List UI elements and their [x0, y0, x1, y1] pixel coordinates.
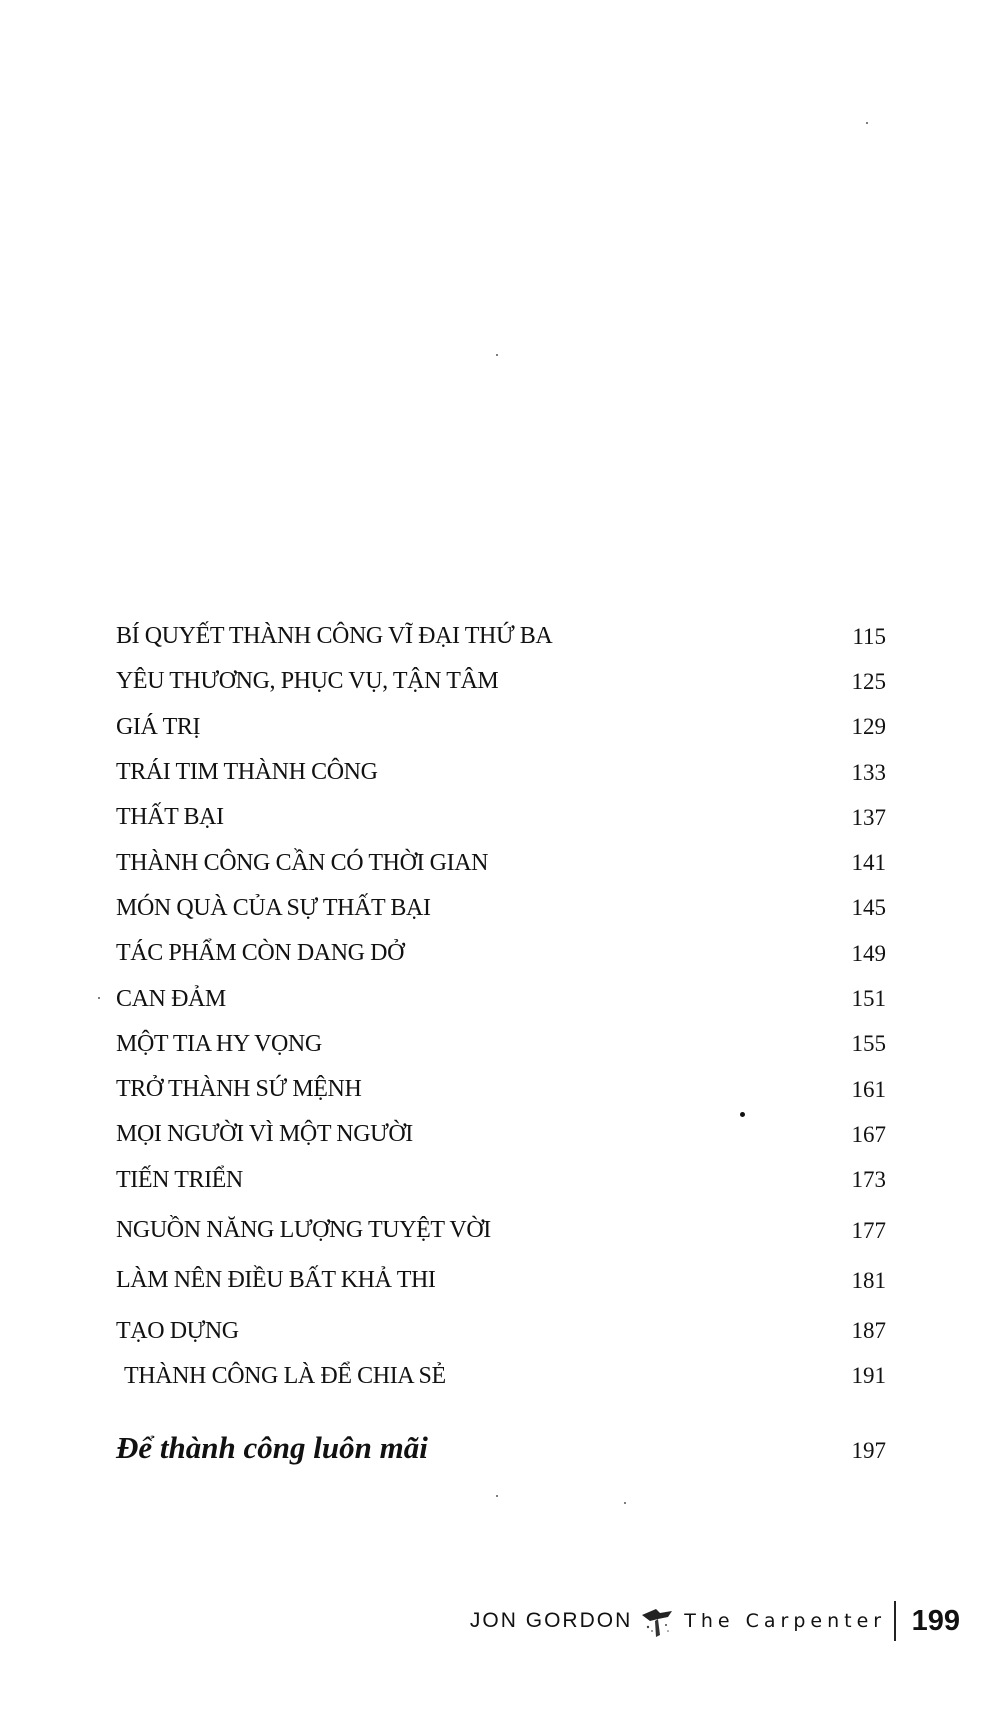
toc-entry-page: 167: [851, 1121, 886, 1147]
toc-entry: [116, 976, 886, 1021]
toc-entry-page: 125: [851, 668, 886, 694]
toc-entry: [116, 1258, 886, 1303]
toc-entry: [116, 1158, 886, 1203]
toc-closing-entry: [116, 1430, 886, 1466]
toc-entry-title: YÊU THƯƠNG, PHỤC VỤ, TẬN TÂM: [116, 668, 499, 695]
toc-entry: [116, 1022, 886, 1067]
toc-entry: [116, 1308, 886, 1353]
toc-entry-page: 177: [851, 1217, 886, 1243]
toc-entry-page: 161: [851, 1076, 886, 1102]
toc-entry-page: 149: [851, 940, 886, 966]
toc-entry-title: THÀNH CÔNG LÀ ĐỂ CHIA SẺ: [124, 1362, 446, 1389]
toc-entry-title: TRÁI TIM THÀNH CÔNG: [116, 759, 378, 786]
toc-entry-title: THÀNH CÔNG CẦN CÓ THỜI GIAN: [116, 849, 489, 876]
toc-entry-title: NGUỒN NĂNG LƯỢNG TUYỆT VỜI: [116, 1217, 491, 1243]
toc-entry-page: 145: [851, 895, 886, 921]
toc-entry-page: 187: [851, 1318, 886, 1344]
toc-entry: [116, 931, 886, 976]
toc-entry-title: TẠO DỰNG: [116, 1317, 239, 1344]
page-footer: [470, 1596, 960, 1646]
toc-entry: [116, 750, 886, 795]
toc-entry-title: TÁC PHẨM CÒN DANG DỞ: [116, 940, 405, 967]
toc-closing-title: Để thành công luôn mãi: [116, 1430, 428, 1465]
toc-entry: [116, 1354, 886, 1399]
toc-entry: [116, 1112, 886, 1157]
page-number: 199: [911, 1604, 960, 1637]
toc-entry-page: 191: [851, 1363, 886, 1389]
toc-entry-page: 173: [851, 1167, 886, 1193]
footer-author: JON GORDON: [469, 1609, 633, 1632]
toc-entry-page: 155: [851, 1031, 886, 1057]
toc-entry: [116, 705, 886, 750]
toc-entry-page: 181: [851, 1267, 886, 1293]
toc-entry-page: 141: [851, 850, 886, 876]
toc-entry-title: GIÁ TRỊ: [116, 713, 201, 740]
toc-entry-title: TRỞ THÀNH SỨ MỆNH: [116, 1076, 362, 1103]
toc-entry-title: TIẾN TRIỂN: [116, 1166, 243, 1193]
toc-entry-page: 137: [851, 804, 886, 830]
toc-entry-page: 115: [852, 623, 886, 649]
toc-entry: [116, 659, 886, 704]
toc-entry-title: MÓN QUÀ CỦA SỰ THẤT BẠI: [116, 894, 431, 921]
toc-entry-title: LÀM NÊN ĐIỀU BẤT KHẢ THI: [116, 1267, 436, 1294]
toc-entry: [116, 614, 886, 659]
toc-entry-page: 133: [851, 759, 886, 785]
toc-entry: [116, 1208, 886, 1253]
toc-entry: [116, 795, 886, 840]
table-of-contents: [116, 614, 886, 1399]
footer-divider: [894, 1601, 896, 1641]
footer-book-title: The Carpenter: [684, 1610, 887, 1632]
toc-entry: [116, 1067, 886, 1112]
carpenter-logo-icon: [638, 1601, 678, 1641]
toc-entry-title: BÍ QUYẾT THÀNH CÔNG VĨ ĐẠI THỨ BA: [116, 623, 553, 650]
toc-entry: [116, 840, 886, 885]
toc-closing-page: 197: [851, 1438, 886, 1463]
toc-entry-title: MỘT TIA HY VỌNG: [116, 1030, 322, 1057]
toc-entry-title: CAN ĐẢM: [116, 985, 226, 1012]
toc-entry-page: 129: [851, 714, 886, 740]
toc-entry: [116, 886, 886, 931]
toc-entry-title: THẤT BẠI: [116, 804, 224, 831]
toc-entry-page: 151: [851, 986, 886, 1012]
toc-entry-title: MỌI NGƯỜI VÌ MỘT NGƯỜI: [116, 1121, 413, 1148]
